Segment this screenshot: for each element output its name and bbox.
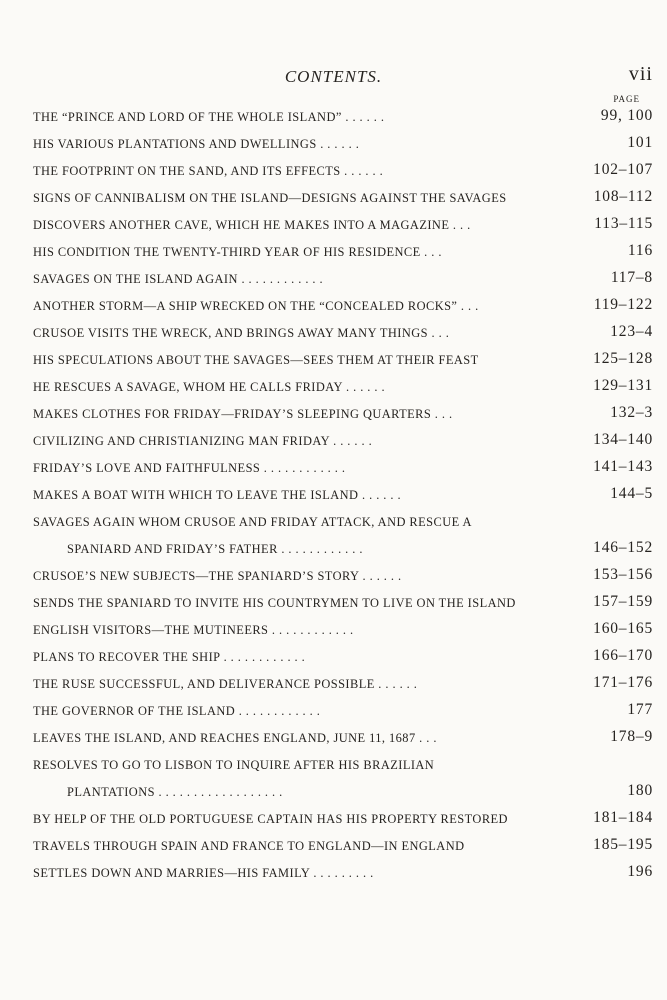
toc-entry-pages: 132–3 bbox=[610, 404, 653, 421]
toc-entry-pages: 146–152 bbox=[593, 539, 653, 556]
toc-entry-title: THE “PRINCE AND LORD OF THE WHOLE ISLAND” . . . . . . bbox=[33, 110, 385, 124]
toc-entry-title: THE FOOTPRINT ON THE SAND, AND ITS EFFECTS . . . . . . bbox=[33, 164, 384, 178]
toc-entry bbox=[33, 185, 653, 212]
toc-entry bbox=[33, 806, 653, 833]
toc-entry-pages: 113–115 bbox=[594, 215, 653, 232]
toc-entry-title: HIS CONDITION THE TWENTY-THIRD YEAR OF HIS RESIDENCE . . . bbox=[33, 245, 442, 259]
toc-entry-title: CIVILIZING AND CHRISTIANIZING MAN FRIDAY . . . . . . bbox=[33, 434, 373, 448]
page-column-label: PAGE bbox=[613, 94, 640, 104]
toc-entry-title: SPANIARD AND FRIDAY’S FATHER . . . . . . . . . . . . bbox=[67, 542, 363, 556]
toc-entry-pages: 116 bbox=[627, 242, 653, 259]
toc-entry bbox=[33, 428, 653, 455]
toc-entry bbox=[33, 320, 653, 347]
toc-entry bbox=[33, 725, 653, 752]
toc-entry-title: TRAVELS THROUGH SPAIN AND FRANCE TO ENGLAND—IN ENGLAND bbox=[33, 839, 465, 853]
toc-entry-title: HIS VARIOUS PLANTATIONS AND DWELLINGS . . . . . . bbox=[33, 137, 360, 151]
toc-entry bbox=[33, 671, 653, 698]
toc-entry-pages: 181–184 bbox=[593, 809, 653, 826]
toc-entry-pages: 134–140 bbox=[593, 431, 653, 448]
toc-entry bbox=[33, 779, 653, 806]
toc-entry-title: FRIDAY’S LOVE AND FAITHFULNESS . . . . . . . . . . . . bbox=[33, 461, 346, 475]
toc-entry-title: SAVAGES ON THE ISLAND AGAIN . . . . . . . . . . . . bbox=[33, 272, 324, 286]
toc-entry-title: HIS SPECULATIONS ABOUT THE SAVAGES—SEES THEM AT THEIR FEAST bbox=[33, 353, 479, 367]
toc-entry-pages: 141–143 bbox=[593, 458, 653, 475]
toc-entry bbox=[33, 347, 653, 374]
toc-entry-title: CRUSOE VISITS THE WRECK, AND BRINGS AWAY MANY THINGS . . . bbox=[33, 326, 450, 340]
toc-entry-pages: 171–176 bbox=[593, 674, 653, 691]
toc-entry-title: THE RUSE SUCCESSFUL, AND DELIVERANCE POSSIBLE . . . . . . bbox=[33, 677, 418, 691]
toc-entry bbox=[33, 833, 653, 860]
toc-entry-pages: 177 bbox=[627, 701, 653, 718]
toc-entry bbox=[33, 617, 653, 644]
toc-entry-pages: 99, 100 bbox=[600, 107, 653, 124]
toc-entry-pages: 157–159 bbox=[593, 593, 653, 610]
toc-entry-pages: 160–165 bbox=[593, 620, 653, 637]
toc-entry-title: ANOTHER STORM—A SHIP WRECKED ON THE “CONCEALED ROCKS” . . . bbox=[33, 299, 479, 313]
toc-entry-pages: 196 bbox=[627, 863, 653, 880]
table-of-contents bbox=[33, 104, 653, 887]
toc-entry-title: BY HELP OF THE OLD PORTUGUESE CAPTAIN HAS HIS PROPERTY RESTORED bbox=[33, 812, 508, 826]
toc-entry-pages: 123–4 bbox=[610, 323, 653, 340]
toc-entry-pages: 119–122 bbox=[593, 296, 653, 313]
toc-entry-pages: 117–8 bbox=[610, 269, 653, 286]
toc-entry bbox=[33, 266, 653, 293]
toc-entry bbox=[33, 860, 653, 887]
toc-entry-title: LEAVES THE ISLAND, AND REACHES ENGLAND, JUNE 11, 1687 . . . bbox=[33, 731, 437, 745]
toc-entry-title: SAVAGES AGAIN WHOM CRUSOE AND FRIDAY ATTACK, AND RESCUE A bbox=[33, 515, 472, 529]
toc-entry bbox=[33, 752, 653, 779]
toc-entry bbox=[33, 563, 653, 590]
toc-entry-title: HE RESCUES A SAVAGE, WHOM HE CALLS FRIDAY . . . . . . bbox=[33, 380, 386, 394]
toc-entry-title: SETTLES DOWN AND MARRIES—HIS FAMILY . . . . . . . . . bbox=[33, 866, 374, 880]
toc-entry bbox=[33, 482, 653, 509]
toc-entry-title: PLANTATIONS . . . . . . . . . . . . . . . . . . bbox=[67, 785, 283, 799]
toc-entry-pages: 144–5 bbox=[610, 485, 653, 502]
toc-entry bbox=[33, 239, 653, 266]
toc-entry bbox=[33, 293, 653, 320]
toc-entry-title: SENDS THE SPANIARD TO INVITE HIS COUNTRYMEN TO LIVE ON THE ISLAND bbox=[33, 596, 516, 610]
toc-entry bbox=[33, 509, 653, 536]
toc-entry-title: CRUSOE’S NEW SUBJECTS—THE SPANIARD’S STORY . . . . . . bbox=[33, 569, 402, 583]
toc-entry bbox=[33, 374, 653, 401]
toc-entry-pages: 101 bbox=[627, 134, 653, 151]
toc-entry bbox=[33, 104, 653, 131]
toc-entry-title: MAKES A BOAT WITH WHICH TO LEAVE THE ISLAND . . . . . . bbox=[33, 488, 402, 502]
toc-entry-title: RESOLVES TO GO TO LISBON TO INQUIRE AFTER HIS BRAZILIAN bbox=[33, 758, 435, 772]
toc-entry-title: SIGNS OF CANNIBALISM ON THE ISLAND—DESIGNS AGAINST THE SAVAGES bbox=[33, 191, 507, 205]
toc-entry-title: PLANS TO RECOVER THE SHIP . . . . . . . . . . . . bbox=[33, 650, 306, 664]
toc-entry bbox=[33, 536, 653, 563]
toc-entry-pages: 180 bbox=[627, 782, 653, 799]
toc-entry-pages: 166–170 bbox=[593, 647, 653, 664]
toc-entry-pages: 129–131 bbox=[593, 377, 653, 394]
page-title: CONTENTS. bbox=[284, 67, 383, 86]
toc-entry-pages: 108–112 bbox=[593, 188, 653, 205]
toc-entry-pages: 125–128 bbox=[593, 350, 653, 367]
toc-entry bbox=[33, 644, 653, 671]
toc-entry-title: DISCOVERS ANOTHER CAVE, WHICH HE MAKES INTO A MAGAZINE . . . bbox=[33, 218, 471, 232]
toc-entry bbox=[33, 131, 653, 158]
toc-entry-pages: 178–9 bbox=[610, 728, 653, 745]
toc-entry bbox=[33, 401, 653, 428]
toc-entry bbox=[33, 158, 653, 185]
toc-entry-pages: 102–107 bbox=[593, 161, 653, 178]
toc-entry-title: ENGLISH VISITORS—THE MUTINEERS . . . . . . . . . . . . bbox=[33, 623, 354, 637]
toc-entry-pages: 185–195 bbox=[593, 836, 653, 853]
toc-entry-title: MAKES CLOTHES FOR FRIDAY—FRIDAY’S SLEEPING QUARTERS . . . bbox=[33, 407, 453, 421]
toc-entry bbox=[33, 698, 653, 725]
toc-entry bbox=[33, 590, 653, 617]
toc-entry bbox=[33, 455, 653, 482]
page-number: vii bbox=[628, 63, 653, 85]
toc-entry-title: THE GOVERNOR OF THE ISLAND . . . . . . . . . . . . bbox=[33, 704, 321, 718]
toc-entry bbox=[33, 212, 653, 239]
toc-entry-pages: 153–156 bbox=[593, 566, 653, 583]
